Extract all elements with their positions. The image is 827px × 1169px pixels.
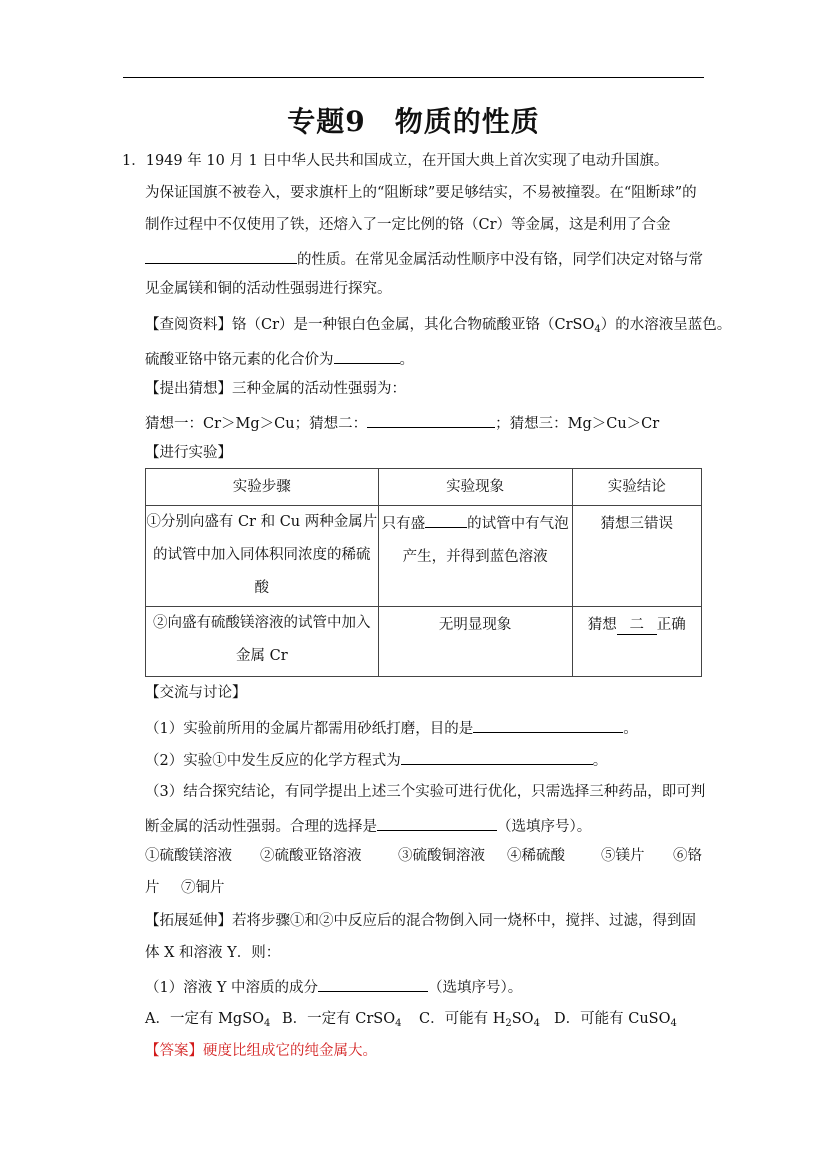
row2-step: ②向盛有硫酸镁溶液的试管中加入 金属 Cr (146, 607, 379, 677)
q1-line3: 制作过程中不仅使用了铁，还熔入了一定比例的铬（Cr）等金属，这是利用了合金 (145, 217, 671, 233)
page-title: 专题9 物质的性质 (287, 105, 540, 138)
header-rule (123, 77, 704, 78)
choice-c: C．可能有 $H_2SO_4$ (419, 1011, 540, 1029)
guess-line: 猜想一：Cr＞Mg＞Cu；猜想二： ；猜想三：Mg＞Cu＞Cr (145, 411, 659, 434)
blank-valence[interactable] (334, 347, 400, 364)
q1-line1: 1．1949 年 10 月 1 日中华人民共和国成立，在开国大典上首次实现了电动升国旗。 (122, 153, 669, 169)
blank-equation[interactable] (401, 748, 593, 765)
row1-phenomenon: 只有盛 的试管中有气泡 产生，并得到蓝色溶液 (378, 506, 572, 607)
option: ④稀硫酸 (507, 848, 565, 864)
option: ②硫酸亚铬溶液 (260, 848, 362, 864)
q1-line4 (145, 247, 703, 270)
discuss-q1: （1）实验前所用的金属片都需用砂纸打磨，目的是 。 (145, 716, 638, 739)
q1-line2: 为保证国旗不被卷入，要求旗杆上的“阻断球”要足够结实，不易被撞裂。在“阻断球”的 (145, 185, 697, 201)
th-conclusion: 实验结论 (572, 469, 701, 506)
extend-line2: 体 X 和溶液 Y．则： (145, 945, 281, 961)
option: ⑥铬 (673, 848, 702, 864)
experiment-table (145, 468, 702, 677)
table-header-row (146, 469, 702, 506)
info-line2: 硫酸亚铬中铬元素的化合价为 。 (145, 347, 414, 370)
choice-a: A．一定有 MgSO$_4$ (145, 1011, 271, 1029)
blank-solute[interactable] (318, 975, 428, 992)
row1-conclusion: 猜想三错误 (572, 506, 701, 607)
discuss-q3a: （3）结合探究结论，有同学提出上述三个实验可进行优化，只需选择三种药品，即可判 (145, 784, 706, 800)
blank-alloy[interactable] (145, 247, 297, 264)
blank-selection[interactable] (377, 814, 497, 831)
q1-line5: 见金属镁和铜的活动性强弱进行探究。 (145, 281, 392, 297)
blank-guess2[interactable] (367, 411, 495, 428)
option: ①硫酸镁溶液 (145, 848, 232, 864)
th-phenomenon: 实验现象 (378, 469, 572, 506)
blank-metal[interactable] (425, 511, 467, 528)
blank-purpose[interactable] (473, 716, 623, 733)
exp-head: 【进行实验】 (145, 445, 232, 461)
row2-phenomenon: 无明显现象 (378, 607, 572, 677)
table-row (146, 607, 702, 677)
extend-line1: 【拓展延伸】若将步骤①和②中反应后的混合物倒入同一烧杯中，搅拌、过滤，得到固 (145, 913, 696, 929)
choice-d: D．可能有 CuSO$_4$ (554, 1011, 677, 1029)
guess-head: 【提出猜想】三种金属的活动性强弱为： (145, 381, 406, 397)
discuss-head: 【交流与讨论】 (145, 685, 247, 701)
discuss-q3b: 断金属的活动性强弱。合理的选择是 （选填序号）。 (145, 814, 591, 837)
option: ⑤镁片 (601, 848, 645, 864)
option: 片 (145, 880, 160, 896)
filled-guess: 二 (617, 616, 657, 635)
info-line1: 【查阅资料】铬（Cr）是一种银白色金属，其化合物硫酸亚铬（CrSO$_4$）的水溶液呈蓝色。 (145, 317, 732, 335)
table-row (146, 506, 702, 607)
discuss-q2: （2）实验①中发生反应的化学方程式为 。 (145, 748, 607, 771)
option: ⑦铜片 (181, 880, 225, 896)
row2-conclusion: 猜想 二 正确 (572, 607, 701, 677)
answer: 【答案】硬度比组成它的纯金属大。 (145, 1043, 377, 1059)
choice-b: B．一定有 CrSO$_4$ (282, 1011, 402, 1029)
extend-q1: （1）溶液 Y 中溶质的成分 （选填序号）。 (145, 975, 522, 998)
th-step: 实验步骤 (146, 469, 379, 506)
q1-line4-text: 的性质。在常见金属活动性顺序中没有铬，同学们决定对铬与常 (297, 252, 703, 268)
row1-step: ①分别向盛有 Cr 和 Cu 两种金属片 的试管中加入同体积同浓度的稀硫 酸 (146, 506, 379, 607)
option: ③硫酸铜溶液 (398, 848, 485, 864)
